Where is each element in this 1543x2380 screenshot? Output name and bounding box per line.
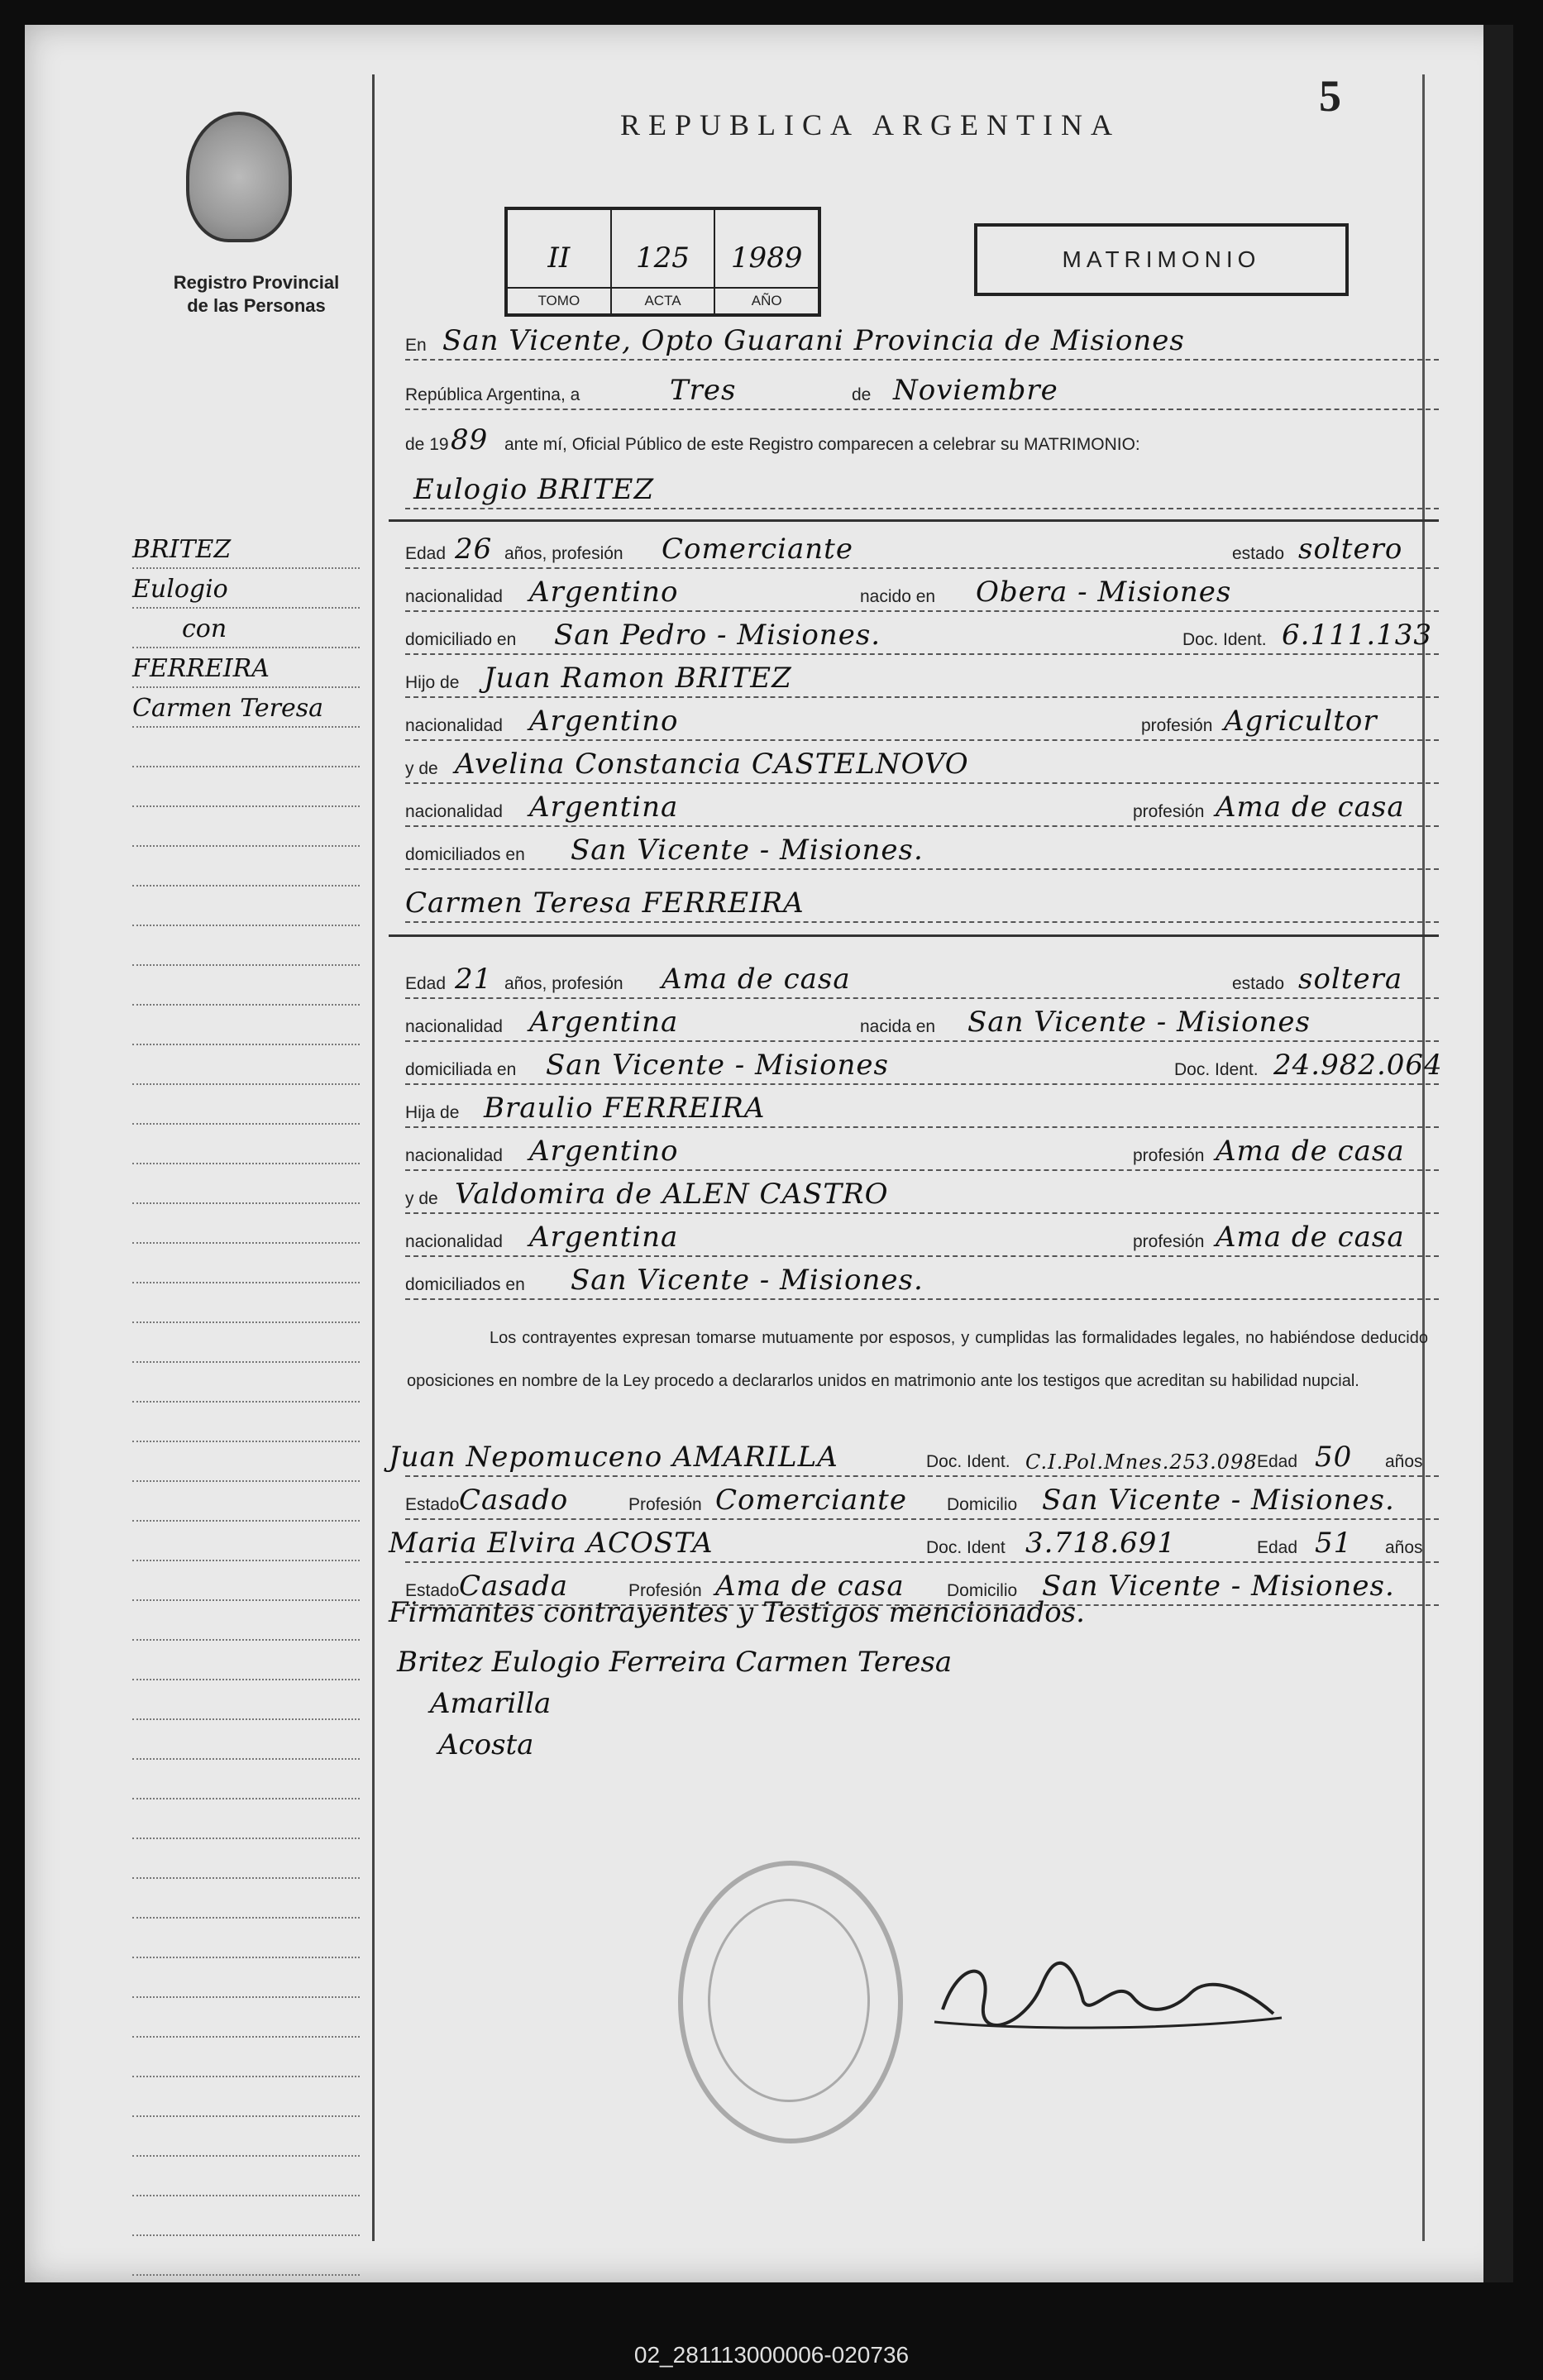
margin-line	[132, 847, 360, 887]
registry-line-1: Registro Provincial	[173, 272, 340, 293]
bride-domicile-line	[405, 1047, 1443, 1090]
witness-1-details	[405, 1482, 1439, 1525]
margin-line	[132, 1204, 360, 1244]
estado-label: Estado	[405, 1495, 460, 1514]
acta-cell	[612, 210, 716, 313]
bride-parents-domicile-line	[405, 1262, 1439, 1305]
nacionalidad-label: nacionalidad	[405, 1232, 503, 1251]
witness-2-domicile: San Vicente - Misiones.	[1042, 1570, 1395, 1603]
bride-parents-domicile: San Vicente - Misiones.	[571, 1264, 924, 1297]
edad-label: Edad	[405, 974, 447, 993]
margin-line	[132, 1164, 360, 1204]
margin-line	[132, 529, 360, 569]
groom-mother-profession: Ama de casa	[1216, 791, 1405, 824]
groom-father-nat-line	[405, 703, 1439, 746]
groom-parents-domicile: San Vicente - Misiones.	[571, 834, 924, 867]
margin-note-line: con	[182, 614, 227, 643]
margin-line	[132, 1482, 360, 1522]
signature-witness-2: Acosta	[438, 1728, 534, 1761]
signature-couple: Britez Eulogio Ferreira Carmen Teresa	[397, 1646, 953, 1679]
groom-domicile-line	[405, 617, 1439, 660]
doc-label: Doc. Ident.	[1182, 630, 1267, 649]
groom-estado: soltero	[1298, 533, 1403, 566]
margin-line	[132, 1045, 360, 1085]
bride-profession: Ama de casa	[662, 963, 851, 996]
bride-age: 21	[455, 963, 493, 996]
witness-2-estado: Casada	[459, 1570, 569, 1603]
margin-line	[132, 1879, 360, 1919]
margin-line	[132, 1958, 360, 1998]
groom-parents-domicile-line	[405, 832, 1439, 875]
witness-1-line	[389, 1439, 1439, 1482]
groom-nationality-line	[405, 574, 1439, 617]
bride-nationality: Argentina	[529, 1006, 679, 1039]
acta-label: ACTA	[612, 287, 714, 313]
doc-label: Doc. Ident.	[926, 1452, 1010, 1471]
profesion-label: años, profesión	[504, 974, 623, 993]
bride-nationality-line	[405, 1004, 1439, 1047]
groom-father: Juan Ramon BRITEZ	[484, 662, 792, 695]
month-value: Noviembre	[893, 374, 1058, 407]
margin-line	[132, 1283, 360, 1323]
republica-label: República Argentina, a	[405, 385, 580, 404]
bride-doc: 24.982.064	[1273, 1049, 1443, 1082]
registry-line-2: de las Personas	[187, 295, 326, 316]
anios-label: años	[1385, 1452, 1423, 1471]
anios-label: años	[1385, 1538, 1423, 1557]
groom-nationality: Argentino	[529, 576, 679, 609]
en-label: En	[405, 336, 427, 355]
margin-note-line: BRITEZ	[132, 535, 232, 564]
margin-line	[132, 767, 360, 807]
margin-line	[132, 1125, 360, 1164]
profesion-label: años, profesión	[504, 544, 623, 563]
margin-notes	[132, 529, 360, 2276]
margin-line	[132, 1323, 360, 1363]
margin-line	[132, 807, 360, 847]
groom-father-nationality: Argentino	[529, 705, 679, 738]
bride-father: Braulio FERREIRA	[484, 1092, 766, 1125]
witness-1-profession: Comerciante	[715, 1484, 907, 1517]
margin-line	[132, 2236, 360, 2276]
margin-line	[132, 1839, 360, 1879]
record-type-box: MATRIMONIO	[974, 223, 1349, 296]
official-stamp	[678, 1861, 903, 2143]
margin-line	[132, 1363, 360, 1403]
bride-mother-nat-line	[405, 1219, 1439, 1262]
page-number: 5	[1319, 71, 1341, 121]
anio-cell	[715, 210, 818, 313]
groom-age: 26	[455, 533, 493, 566]
margin-line	[132, 1244, 360, 1283]
date-line	[405, 372, 1439, 415]
margin-line	[132, 1799, 360, 1839]
registry-name	[149, 271, 364, 318]
nacionalidad-label: nacionalidad	[405, 802, 503, 821]
country-title: REPUBLICA ARGENTINA	[620, 108, 1121, 141]
nacida-label: nacida en	[860, 1017, 936, 1036]
coat-of-arms-seal	[186, 112, 292, 242]
edad-label: Edad	[405, 544, 447, 563]
margin-line	[132, 1998, 360, 2038]
bride-age-line	[405, 961, 1439, 1004]
bride-father-profession: Ama de casa	[1216, 1135, 1405, 1168]
margin-line	[132, 966, 360, 1006]
margin-line	[132, 887, 360, 926]
reference-box	[504, 207, 821, 317]
groom-doc: 6.111.133	[1282, 619, 1433, 652]
margin-line	[132, 1720, 360, 1760]
bride-mother-nationality: Argentina	[529, 1221, 679, 1254]
acta-value: 125	[636, 241, 690, 275]
profesion-label: profesión	[1133, 1232, 1205, 1251]
margin-line	[132, 1601, 360, 1641]
domicilio-label: Domicilio	[947, 1581, 1018, 1600]
declaration-text: Los contrayentes expresan tomarse mutuamente por esposos, y cumplidas las formalidades legales, no habiéndose deducido oposiciones en nombre de la Ley procedo a declararlos unidos en matrimonio ante los testigos que acreditan su habilidad nupcial.	[407, 1329, 1428, 1390]
margin-line	[132, 2077, 360, 2117]
margin-note-line: FERREIRA	[132, 654, 270, 683]
groom-birthplace: Obera - Misiones	[976, 576, 1232, 609]
edad-label: Edad	[1257, 1452, 1298, 1471]
margin-line	[132, 2117, 360, 2157]
bride-mother: Valdomira de ALEN CASTRO	[455, 1178, 889, 1211]
margin-line	[132, 1442, 360, 1482]
tomo-value: II	[547, 241, 571, 275]
margin-line	[132, 1561, 360, 1601]
year-label: de 19	[405, 435, 449, 454]
margin-line	[132, 1760, 360, 1799]
y-de-label: y de	[405, 1189, 438, 1208]
nacionalidad-label: nacionalidad	[405, 716, 503, 735]
profesion-label: Profesión	[628, 1495, 702, 1514]
groom-mother: Avelina Constancia CASTELNOVO	[455, 748, 969, 781]
domiciliados-label: domiciliados en	[405, 1275, 525, 1294]
groom-father-profession: Agricultor	[1224, 705, 1378, 738]
witness-2-line	[389, 1525, 1439, 1568]
margin-line	[132, 2157, 360, 2196]
bride-father-line	[405, 1090, 1439, 1133]
bride-estado: soltera	[1298, 963, 1403, 996]
margin-line	[132, 688, 360, 728]
place-line	[405, 323, 1439, 366]
doc-label: Doc. Ident	[926, 1538, 1006, 1557]
anio-label: AÑO	[715, 287, 818, 313]
margin-line	[132, 2038, 360, 2077]
domicilio-label: domiciliado en	[405, 630, 517, 649]
year-value: 89	[451, 423, 489, 456]
margin-line	[132, 609, 360, 648]
margin-line	[132, 1680, 360, 1720]
nacionalidad-label: nacionalidad	[405, 1017, 503, 1036]
groom-name-line	[405, 471, 1439, 514]
witness-1-age: 50	[1315, 1441, 1353, 1474]
witness-2-age: 51	[1315, 1527, 1353, 1560]
signature-witness-1: Amarilla	[430, 1687, 552, 1720]
margin-line	[132, 2196, 360, 2236]
closing-note: Firmantes contrayentes y Testigos mencionados.	[389, 1596, 1085, 1629]
groom-age-line	[405, 531, 1439, 574]
bride-mother-profession: Ama de casa	[1216, 1221, 1405, 1254]
margin-line	[132, 648, 360, 688]
bride-birthplace: San Vicente - Misiones	[967, 1006, 1311, 1039]
book-spine	[1483, 25, 1513, 2282]
groom-profession: Comerciante	[662, 533, 853, 566]
profesion-label: profesión	[1133, 802, 1205, 821]
statement-text: ante mí, Oficial Público de este Registro comparecen a celebrar su MATRIMONIO:	[504, 435, 1140, 454]
day-value: Tres	[670, 374, 737, 407]
bride-father-nat-line	[405, 1133, 1439, 1176]
hija-label: Hija de	[405, 1103, 460, 1122]
witness-2-doc: 3.718.691	[1025, 1527, 1177, 1560]
witness-1-estado: Casado	[459, 1484, 569, 1517]
register-page	[25, 25, 1513, 2282]
estado-label: estado	[1232, 974, 1285, 993]
margin-line	[132, 1403, 360, 1442]
anio-value: 1989	[730, 241, 803, 275]
margin-note-line: Eulogio	[132, 575, 228, 604]
nacionalidad-label: nacionalidad	[405, 587, 503, 606]
y-de-label: y de	[405, 759, 438, 778]
de-label: de	[852, 385, 872, 404]
groom-domicile: San Pedro - Misiones.	[554, 619, 881, 652]
domiciliados-label: domiciliados en	[405, 845, 525, 864]
groom-father-line	[405, 660, 1439, 703]
profesion-label: Profesión	[628, 1581, 702, 1600]
margin-rule	[372, 74, 375, 2241]
profesion-label: profesión	[1141, 716, 1213, 735]
groom-name: Eulogio BRITEZ	[413, 473, 655, 506]
doc-label: Doc. Ident.	[1174, 1060, 1259, 1079]
margin-note-line: Carmen Teresa	[132, 694, 324, 723]
groom-mother-nationality: Argentina	[529, 791, 679, 824]
year-line	[405, 422, 1439, 465]
margin-line	[132, 728, 360, 767]
margin-line	[132, 926, 360, 966]
domicilio-label: domiciliada en	[405, 1060, 517, 1079]
bride-name-line	[405, 885, 1439, 928]
margin-line	[132, 1006, 360, 1045]
tomo-cell	[508, 210, 612, 313]
hijo-label: Hijo de	[405, 673, 460, 692]
margin-line	[132, 569, 360, 609]
bride-domicile: San Vicente - Misiones	[546, 1049, 889, 1082]
nacido-label: nacido en	[860, 587, 936, 606]
edad-label: Edad	[1257, 1538, 1298, 1557]
groom-mother-line	[405, 746, 1439, 789]
bride-mother-line	[405, 1176, 1439, 1219]
witness-1-name: Juan Nepomuceno AMARILLA	[389, 1441, 838, 1474]
witness-2-profession: Ama de casa	[715, 1570, 905, 1603]
margin-line	[132, 1522, 360, 1561]
margin-line	[132, 1919, 360, 1958]
tomo-label: TOMO	[508, 287, 610, 313]
place-value: San Vicente, Opto Guarani Provincia de Misiones	[442, 324, 1185, 357]
domicilio-label: Domicilio	[947, 1495, 1018, 1514]
estado-label: Estado	[405, 1581, 460, 1600]
nacionalidad-label: nacionalidad	[405, 1146, 503, 1165]
estado-label: estado	[1232, 544, 1285, 563]
witness-1-doc: C.I.Pol.Mnes.253.098	[1025, 1450, 1258, 1474]
groom-mother-nat-line	[405, 789, 1439, 832]
margin-line	[132, 1085, 360, 1125]
image-id: 02_281113000006-020736	[633, 2342, 910, 2368]
profesion-label: profesión	[1133, 1146, 1205, 1165]
bride-name: Carmen Teresa FERREIRA	[405, 887, 805, 920]
bride-father-nationality: Argentino	[529, 1135, 679, 1168]
witness-1-domicile: San Vicente - Misiones.	[1042, 1484, 1395, 1517]
margin-line	[132, 1641, 360, 1680]
witness-2-name: Maria Elvira ACOSTA	[389, 1527, 714, 1560]
officer-signature	[926, 1952, 1290, 2034]
